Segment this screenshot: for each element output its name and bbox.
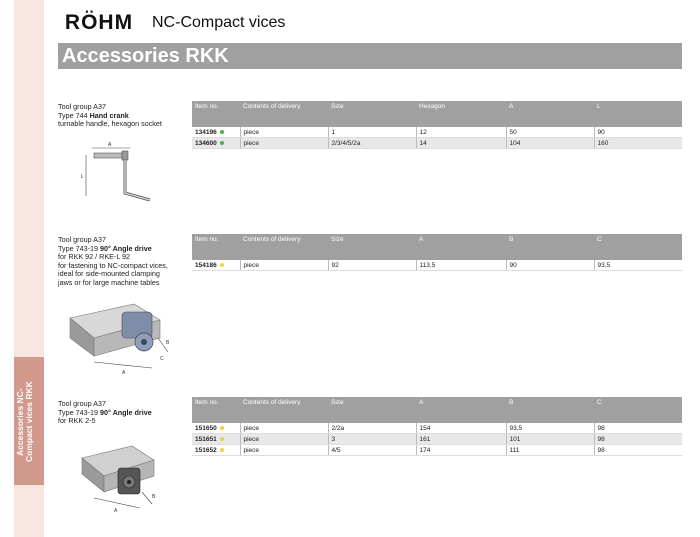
brand-logo xyxy=(58,10,140,36)
section-3-type-name: 90° Angle drive xyxy=(99,407,152,417)
col-header: Size xyxy=(328,234,416,260)
brand-logo-text: RÖHM xyxy=(64,11,134,34)
section-3-tool-group: Tool group A37 xyxy=(58,399,106,408)
section-3-detail: for RKK 2-5 xyxy=(58,416,96,425)
table-row xyxy=(192,445,682,456)
item-number-cell xyxy=(192,138,240,149)
side-tab-label xyxy=(16,366,42,478)
table-header-row xyxy=(192,101,682,127)
item-number: 151651 xyxy=(195,435,217,443)
col-header: Item no. xyxy=(192,101,240,127)
availability-dot-icon xyxy=(220,130,224,134)
table-cell: 90 xyxy=(594,127,682,138)
table-cell: 160 xyxy=(594,138,682,149)
section-1-description xyxy=(58,103,193,129)
table-cell: 111 xyxy=(506,445,594,456)
col-header: L xyxy=(594,101,682,127)
item-number-cell xyxy=(192,423,240,434)
section-3-table xyxy=(192,397,682,456)
table-row xyxy=(192,138,682,149)
availability-dot-icon xyxy=(220,141,224,145)
section-2-detail: for fastening to NC-compact vices, xyxy=(58,260,168,270)
table-cell: 1 xyxy=(328,127,416,138)
section-2-type-prefix: Type 743-19 xyxy=(58,243,100,253)
table-cell: 93,5 xyxy=(506,423,594,434)
table-cell: piece xyxy=(240,423,328,434)
col-header: B xyxy=(506,234,594,260)
table-cell: 50 xyxy=(506,127,594,138)
angle-drive-rkk92-drawing xyxy=(64,298,176,378)
table-cell: piece xyxy=(240,138,328,149)
section-title: NC-Compact vices xyxy=(152,14,286,31)
item-number: 151650 xyxy=(195,424,217,432)
col-header: Contents of delivery xyxy=(240,234,328,260)
table-cell: 98 xyxy=(594,423,682,434)
item-number: 154186 xyxy=(195,261,217,269)
table-cell: piece xyxy=(240,260,328,271)
table-row xyxy=(192,260,682,271)
item-number-cell xyxy=(192,445,240,456)
table-cell: 98 xyxy=(594,434,682,445)
table-cell: 3 xyxy=(328,434,416,445)
section-1-type-name: Hand crank xyxy=(89,110,129,120)
side-tab-line1: Accessories NC- xyxy=(15,388,25,456)
section-2-detail: for RKK 92 / RKE-L 92 xyxy=(58,252,131,261)
table-cell: 93,5 xyxy=(594,260,682,271)
section-2-detail: ideal for side-mounted clamping xyxy=(58,269,160,278)
availability-dot-icon xyxy=(220,437,224,441)
dimension-label-a: A xyxy=(108,142,112,148)
table-row xyxy=(192,127,682,138)
table-cell: 98 xyxy=(594,445,682,456)
col-header: C xyxy=(594,397,682,423)
page-title: Accessories RKK xyxy=(62,45,229,67)
col-header: Contents of delivery xyxy=(240,101,328,127)
col-header: C xyxy=(594,234,682,260)
table-cell: 2/3/4/5/2a xyxy=(328,138,416,149)
dimension-label-a: A xyxy=(114,508,118,514)
col-header: Size xyxy=(328,397,416,423)
dimension-label-c: C xyxy=(160,356,164,362)
dimension-label-b: B xyxy=(166,340,170,346)
section-3-type-prefix: Type 743-19 xyxy=(58,407,100,417)
side-tab-line2: Compact vices RKK xyxy=(24,381,34,463)
hand-crank-drawing xyxy=(80,138,170,208)
angle-drive-rkk2-5-drawing xyxy=(78,442,168,520)
item-number-cell xyxy=(192,434,240,445)
section-1-detail: turnable handle, hexagon socket xyxy=(58,119,162,128)
item-number: 134600 xyxy=(195,139,217,147)
table-cell: 12 xyxy=(416,127,506,138)
table-row xyxy=(192,434,682,445)
col-header: Contents of delivery xyxy=(240,397,328,423)
table-cell: 4/5 xyxy=(328,445,416,456)
section-3-description xyxy=(58,400,193,426)
table-cell: piece xyxy=(240,434,328,445)
col-header: B xyxy=(506,397,594,423)
table-cell: 161 xyxy=(416,434,506,445)
table-cell: 14 xyxy=(416,138,506,149)
table-cell: 2/2a xyxy=(328,423,416,434)
col-header: Size xyxy=(328,101,416,127)
table-cell: 90 xyxy=(506,260,594,271)
table-cell: 101 xyxy=(506,434,594,445)
section-2-table xyxy=(192,234,682,271)
col-header: Hexagon xyxy=(416,101,506,127)
table-cell: piece xyxy=(240,445,328,456)
table-header-row xyxy=(192,234,682,260)
item-number-cell xyxy=(192,260,240,271)
section-2-type-name: 90° Angle drive xyxy=(99,243,152,253)
table-cell: 92 xyxy=(328,260,416,271)
col-header: A xyxy=(506,101,594,127)
availability-dot-icon xyxy=(220,448,224,452)
section-1-table xyxy=(192,101,682,149)
item-number: 134196 xyxy=(195,128,217,136)
dimension-label-a: A xyxy=(122,370,126,376)
section-1-tool-group: Tool group A37 xyxy=(58,102,106,111)
table-cell: 154 xyxy=(416,423,506,434)
availability-dot-icon xyxy=(220,426,224,430)
table-cell: 174 xyxy=(416,445,506,456)
table-cell: 104 xyxy=(506,138,594,149)
col-header: A xyxy=(416,234,506,260)
table-row xyxy=(192,423,682,434)
col-header: Item no. xyxy=(192,234,240,260)
table-cell: 113,5 xyxy=(416,260,506,271)
availability-dot-icon xyxy=(220,263,224,267)
col-header: A xyxy=(416,397,506,423)
table-header-row xyxy=(192,397,682,423)
section-2-detail: jaws or for large machine tables xyxy=(58,277,160,287)
table-cell: piece xyxy=(240,127,328,138)
section-2-description xyxy=(58,236,193,287)
item-number-cell xyxy=(192,127,240,138)
col-header: Item no. xyxy=(192,397,240,423)
item-number: 151652 xyxy=(195,446,217,454)
section-1-type-prefix: Type 744 xyxy=(58,110,90,120)
dimension-label-l: L xyxy=(81,174,84,180)
section-2-tool-group: Tool group A37 xyxy=(58,235,106,244)
dimension-label-b: B xyxy=(152,494,156,500)
